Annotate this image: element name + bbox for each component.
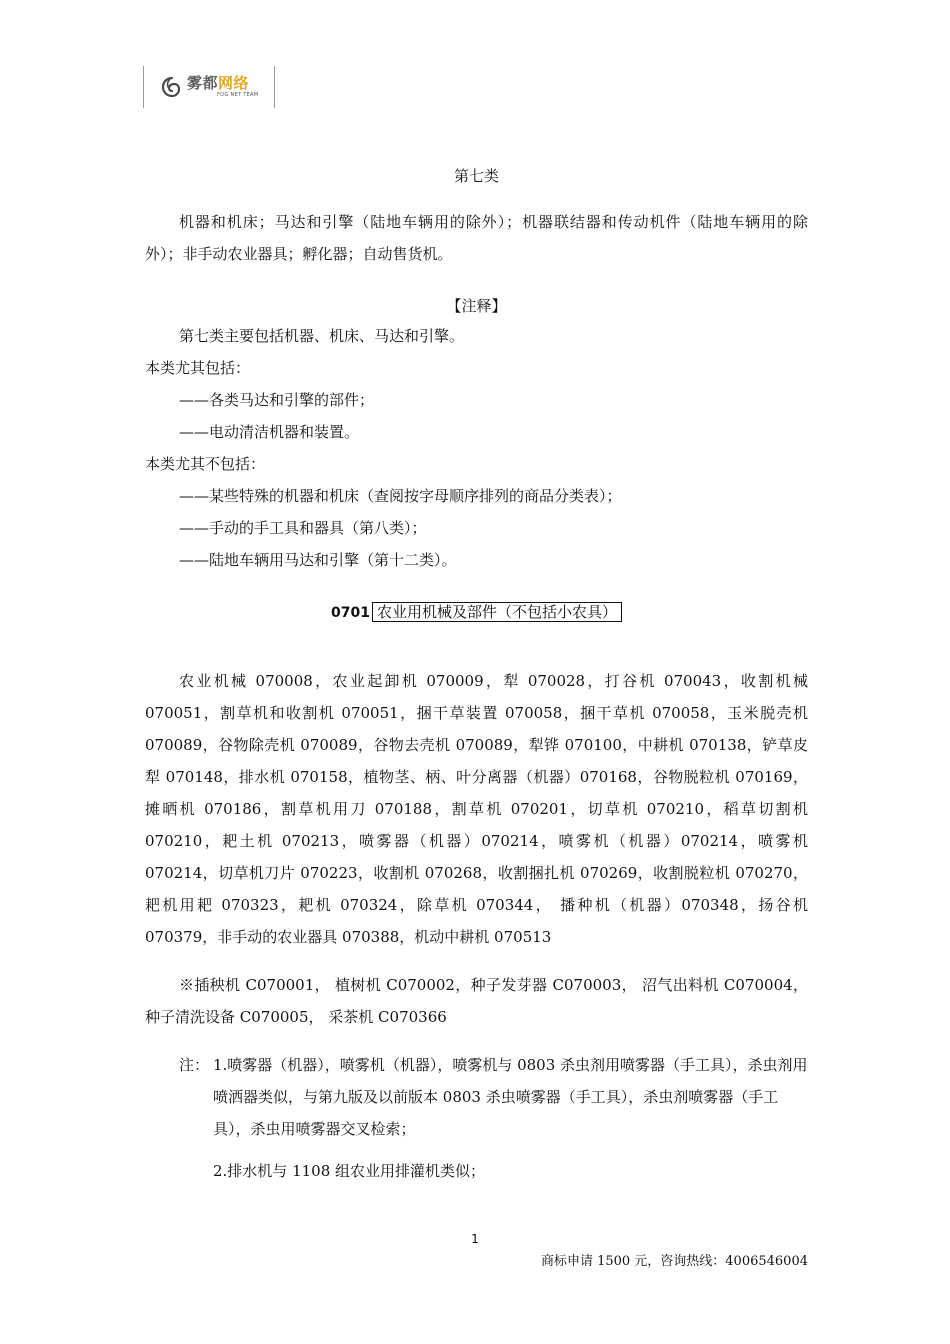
excludes-item: ——陆地车辆用马达和引擎（第十二类）。 xyxy=(179,551,457,569)
note-2: 2.排水机与 1108 组农业用排灌机类似； xyxy=(213,1162,486,1180)
page-header xyxy=(143,66,275,108)
includes-item: ——电动清洁机器和装置。 xyxy=(179,423,360,441)
special-items: ※插秧机 C070001， 植树机 C070002，种子发芽器 C070003， 沼气出料机 C070004， 种子清洗设备 C070005， 采茶机 C070366 xyxy=(145,976,808,1026)
annotation-heading: 【注释】 xyxy=(446,297,507,315)
group-items: 农业机械 070008，农业起卸机 070009，犁 070028，打谷机 070043，收割机械 070051，割草机和收割机 070051，捆干草装置 070058，捆干草机 070058，玉米脱壳机 070089，谷物除壳机 070089，谷物去壳机 070089，犁铧 070100，中耕机 070138，铲草皮犁 070148，排水机 070158，植物茎、柄、叶分离器（机器）070168，谷物脱粒机 070169，摊晒机 070186，割草机用刀 070188，割草机 070201，切草机 070210，稻草切割机 070210，耙土机 070213，喷雾器（机器）070214，喷雾机（机器）070214，喷雾机 070214，切草机刀片 070223，收割机 070268，收割捆扎机 070269，收割脱粒机 070270，耙机用耙 070323，耙机 070324，除草机 070344， 播种机（机器）070348，扬谷机 070379，非手动的农业器具 070388，机动中耕机 070513 xyxy=(145,672,808,946)
logo-swirl-icon xyxy=(161,76,183,98)
excludes-item: ——手动的手工具和器具（第八类）； xyxy=(179,519,427,537)
note-1-text: 1.喷雾器（机器），喷雾机（机器），喷雾机与 0803 杀虫剂用喷雾器（手工具），杀虫剂用喷洒器类似，与第九版及以前版本 0803 杀虫喷雾器（手工具），杀虫剂喷雾器（手工具），杀虫用喷雾器交叉检索； xyxy=(213,1056,808,1138)
logo-text-part2: 网络 xyxy=(218,74,250,92)
group-heading xyxy=(145,596,808,629)
group-code: 0701 xyxy=(331,605,370,621)
note-1 xyxy=(179,1049,808,1145)
excludes-item: ——某些特殊的机器和机床（查阅按字母顺序排列的商品分类表）； xyxy=(179,487,622,505)
header-divider-right xyxy=(274,66,275,108)
notes-label: 注： xyxy=(179,1056,210,1074)
group-name: 农业用机械及部件（不包括小农具） xyxy=(372,602,622,622)
header-divider-left xyxy=(143,66,144,108)
excludes-heading: 本类尤其不包括： xyxy=(145,455,266,473)
page-number: 1 xyxy=(471,1232,479,1246)
notes-block xyxy=(145,1049,808,1145)
footer-contact: 商标申请 1500 元，咨询热线：4006546004 xyxy=(540,1254,808,1269)
includes-item: ——各类马达和引擎的部件； xyxy=(179,391,375,409)
includes-heading: 本类尤其包括： xyxy=(145,359,251,377)
logo-text-part1: 雾都 xyxy=(187,74,219,92)
class-title: 第七类 xyxy=(453,167,499,185)
logo-subtitle: FOG NET TEAM xyxy=(217,92,259,98)
company-logo xyxy=(161,76,258,98)
annotation-lead: 第七类主要包括机器、机床、马达和引擎。 xyxy=(179,327,465,345)
class-intro: 机器和机床；马达和引擎（陆地车辆用的除外）；机器联结器和传动机件（陆地车辆用的除外）；非手动农业器具；孵化器；自动售货机。 xyxy=(145,213,808,263)
document-body xyxy=(145,160,808,1187)
